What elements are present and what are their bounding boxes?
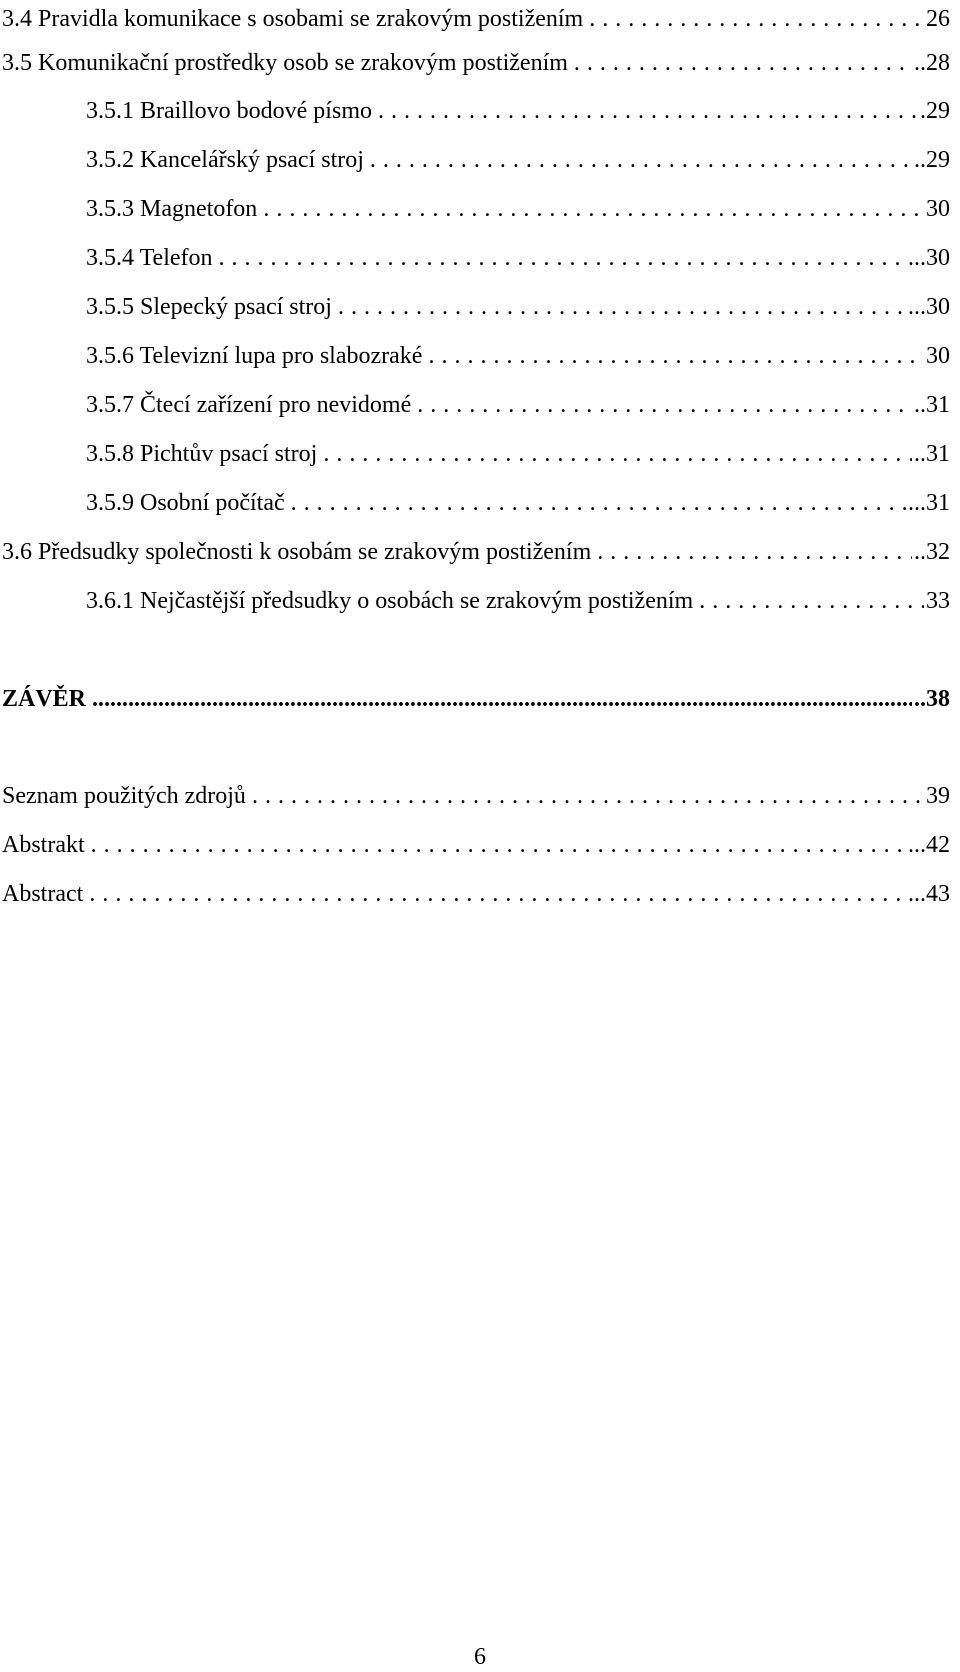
toc-entry[interactable]: [86, 341, 950, 371]
toc-entry-page: ..32: [914, 539, 950, 565]
toc-entry-page: ..31: [914, 441, 950, 467]
toc-entry-title: 3.5.7 Čtecí zařízení pro nevidomé: [86, 392, 412, 418]
toc-entry[interactable]: [86, 586, 950, 616]
toc-entry-title: 3.5 Komunikační prostředky osob se zrakovým postižením: [2, 50, 568, 76]
toc-entry-title: 3.5.1 Braillovo bodové písmo: [86, 98, 372, 124]
dot-leader: [338, 292, 906, 322]
dot-leader: [370, 145, 912, 175]
toc-entry[interactable]: [86, 439, 950, 469]
toc-entry-page: 33: [926, 588, 950, 614]
toc-entry[interactable]: [86, 488, 950, 518]
toc-entry[interactable]: [86, 96, 950, 126]
toc-entry[interactable]: [86, 194, 950, 224]
dot-leader: [263, 194, 924, 224]
toc-entry-page: ..31: [914, 392, 950, 418]
toc-entry-title: Abstrakt: [2, 832, 85, 858]
toc-entry-page: ...30: [908, 294, 950, 320]
toc-entry-title: 3.5.3 Magnetofon: [86, 196, 258, 222]
toc-entry[interactable]: [2, 879, 950, 909]
dot-leader: [589, 4, 924, 34]
toc-entry-title: 3.5.5 Slepecký psací stroj: [86, 294, 332, 320]
dot-leader: [91, 830, 906, 860]
toc-entry-chapter[interactable]: [2, 684, 950, 714]
toc-entry-title: 3.5.4 Telefon: [86, 245, 213, 271]
toc-entry-page: ...30: [908, 245, 950, 271]
toc-entry-title: 3.5.2 Kancelářský psací stroj: [86, 147, 364, 173]
dot-leader: [252, 781, 924, 811]
dot-leader: [699, 586, 924, 616]
toc-entry[interactable]: [86, 145, 950, 175]
dot-leader: [323, 439, 912, 469]
toc-entry-page: .29: [920, 98, 950, 124]
dot-leader: [291, 488, 906, 518]
toc-entry-title: 3.5.8 Pichtův psací stroj: [86, 441, 318, 467]
dot-leader: [378, 96, 918, 126]
toc-entry-page: ..38: [914, 686, 950, 712]
toc-entry-page: ..28: [914, 50, 950, 76]
toc-entry-page: ...31: [908, 490, 950, 516]
toc-entry[interactable]: [2, 781, 950, 811]
toc-entry-page: ...42: [908, 832, 950, 858]
toc-entry[interactable]: [2, 830, 950, 860]
dot-leader: [574, 48, 912, 78]
page-number: 6: [474, 1644, 486, 1670]
toc-entry[interactable]: [86, 292, 950, 322]
toc-entry[interactable]: [2, 48, 950, 78]
toc-entry-title: Abstract: [2, 881, 84, 907]
toc-entry[interactable]: [2, 4, 950, 34]
toc-entry-page: 30: [926, 196, 950, 222]
toc-entry[interactable]: [86, 390, 950, 420]
dot-leader: [89, 879, 906, 909]
toc-entry-title: 3.4 Pravidla komunikace s osobami se zrakovým postižením: [2, 6, 584, 32]
toc-entry-title: 3.5.9 Osobní počítač: [86, 490, 285, 516]
toc-entry-title: 3.5.6 Televizní lupa pro slabozraké: [86, 343, 423, 369]
dot-leader: [92, 684, 912, 714]
toc-entry-page: 26: [926, 6, 950, 32]
toc-entry-page: 30: [926, 343, 950, 369]
toc-entry[interactable]: [2, 537, 950, 567]
toc-entry-title: Seznam použitých zdrojů: [2, 783, 246, 809]
dot-leader: [597, 537, 912, 567]
toc-entry[interactable]: [86, 243, 950, 273]
toc-entry-page: 39: [926, 783, 950, 809]
dot-leader: [428, 341, 924, 371]
toc-entry-title: 3.6.1 Nejčastější předsudky o osobách se zrakovým postižením: [86, 588, 694, 614]
toc-entry-page: ..29: [914, 147, 950, 173]
dot-leader: [219, 243, 906, 273]
dot-leader: [417, 390, 912, 420]
toc-entry-page: ...43: [908, 881, 950, 907]
toc-entry-title: ZÁVĚR: [2, 686, 87, 712]
toc-entry-title: 3.6 Předsudky společnosti k osobám se zrakovým postižením: [2, 539, 592, 565]
